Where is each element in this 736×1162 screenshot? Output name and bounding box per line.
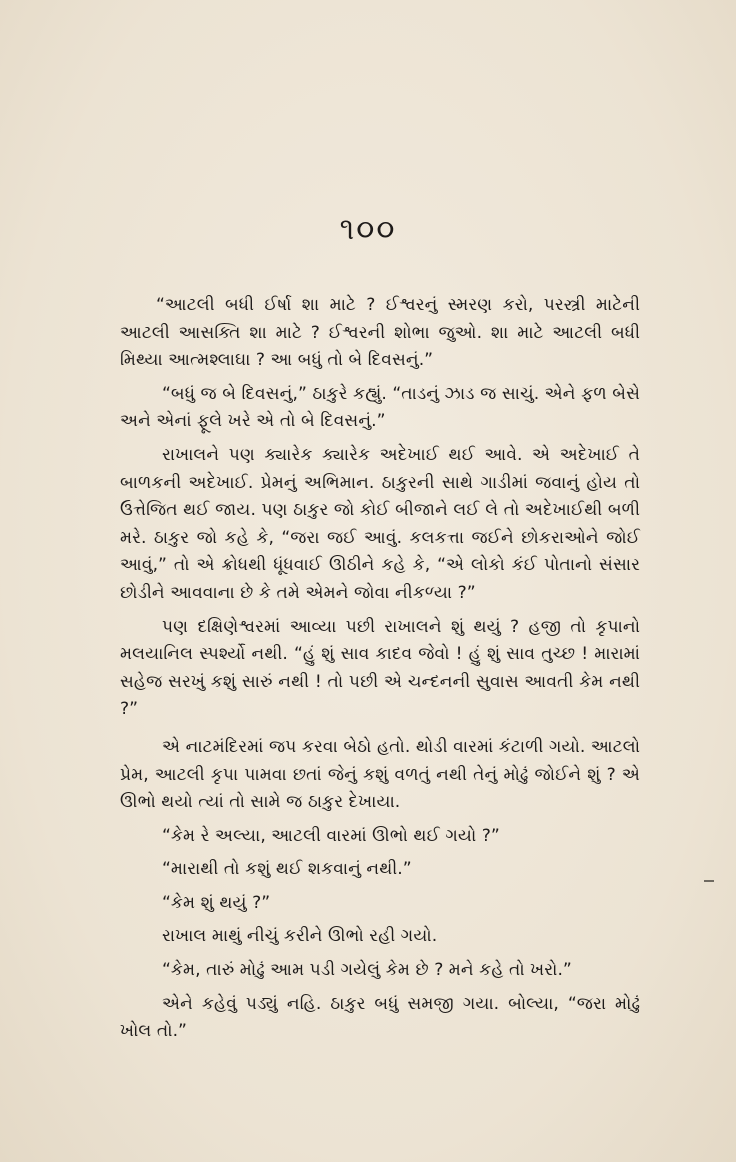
paragraph-4: પણ દક્ષિણેશ્વરમાં આવ્યા પછી રાખાલને શું થયું ? હજી તો કૃપાનો મલયાનિલ સ્પર્શ્યો નથી. “હું શું સાવ કાદવ જેવો ! હું શું સાવ તુચ્છ ! મારામાં સહેજ સરખું કશું સારું નથી ! તો પછી એ ચન્દનની સુવાસ આવતી કેમ નથી ?” [120,616,640,720]
paragraph-6: “કેમ રે અલ્યા, આટલી વારમાં ઊભો થઈ ગયો ?” [162,825,500,846]
paragraph-5: એ નાટમંદિરમાં જપ કરવા બેઠો હતો. થોડી વારમાં કંટાળી ગયો. આટલો પ્રેમ, આટલી કૃપા પામવા છતાં જેનું કશું વળતું નથી તેનું મોઢું જોઈને શું ? એ ઊભો થયો ત્યાં તો સામે જ ઠાકુર દેખાયા. [120,736,640,813]
paragraph-8: “કેમ શું થયું ?” [162,892,271,913]
paragraph-11: એને કહેવું પડ્યું નહિ. ઠાકુર બધું સમજી ગયા. બોલ્યા, “જરા મોઢું ખોલ તો.” [120,993,640,1042]
paragraph-9: રાખાલ માથું નીચું કરીને ઊભો રહી ગયો. [162,926,438,947]
paragraph-2: “બધું જ બે દિવસનું,” ઠાકુરે કહ્યું. “તાડનું ઝાડ જ સાચું. એને ફળ બેસે અને એનાં ફૂલે ખરે એ તો બે દિવસનું.” [120,383,640,432]
paragraph-7: “મારાથી તો કશું થઈ શકવાનું નથી.” [162,859,412,880]
body-text [120,292,640,1052]
paragraph-3: રાખાલને પણ ક્યારેક ક્યારેક અદેખાઈ થઈ આવે. એ અદેખાઈ તે બાળકની અદેખાઈ. પ્રેમનું અભિમાન. ઠાકુરની સાથે ગાડીમાં જવાનું હોય તો ઉત્તેજિત થઈ જાય. પણ ઠાકુર જો કોઈ બીજાને લઈ લે તો અદેખાઈથી બળી મરે. ઠાકુર જો કહે કે, “જરા જઈ આવું. કલકત્તા જઈને છોકરાઓને જોઈ આવું,” તો એ ક્રોધથી ધૂંધવાઈ ઊઠીને કહે કે, “એ લોકો કંઈ પોતાનો સંસાર છોડીને આવવાના છે કે તમે એમને જોવા નીકળ્યા ?” [120,444,640,603]
margin-mark [704,880,714,882]
page-number: ૧૦૦ [339,212,397,247]
paragraph-1: “આટલી બધી ઈર્ષા શા માટે ? ઈશ્વરનું સ્મરણ કરો, પરસ્ત્રી માટેની આટલી આસક્તિ શા માટે ? ઈશ્વરની શોભા જુઓ. શા માટે આટલી બધી મિથ્યા આત્મશ્લાઘા ? આ બધું તો બે દિવસનું.” [120,295,640,371]
paragraph-10: “કેમ, તારું મોઢું આમ પડી ગયેલું કેમ છે ? મને કહે તો ખરો.” [162,960,572,981]
